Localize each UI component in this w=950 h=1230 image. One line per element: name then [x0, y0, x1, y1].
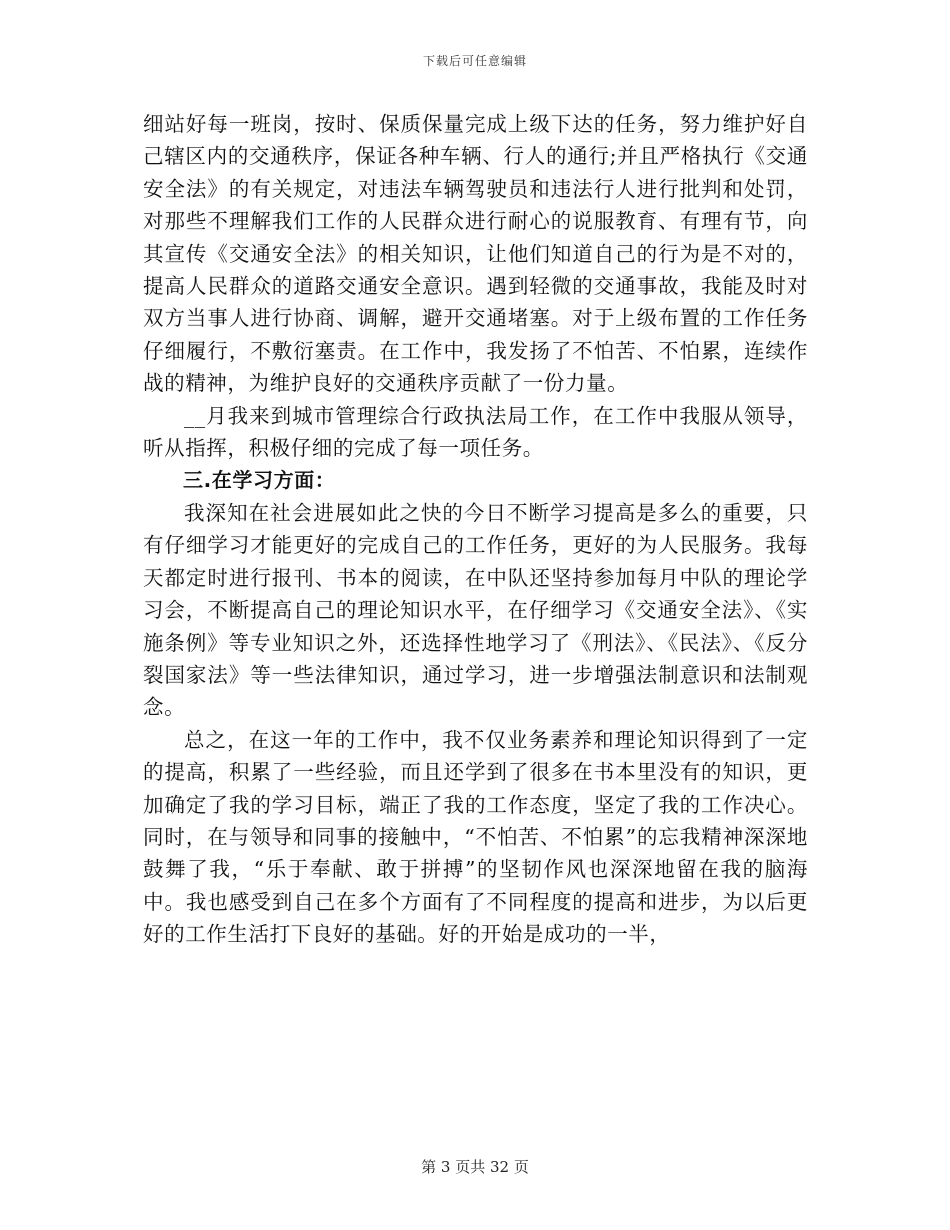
paragraph-summary: 总之，在这一年的工作中，我不仅业务素养和理论知识得到了一定的提高，积累了一些经验，而且还学到了很多在书本里没有的知识，更加确定了我的学习目标，端正了我的工作态度，坚定了我的工作决心。同时，在与领导和同事的接触中，“不怕苦、不怕累”的忘我精神深深地鼓舞了我，“乐于奉献、敢于拼搏”的坚韧作风也深深地留在我的脑海中。我也感受到自己在多个方面有了不同程度的提高和进步，为以后更好的工作生活打下良好的基础。好的开始是成功的一半，: [143, 727, 808, 947]
document-body: [143, 108, 808, 951]
paragraph-traffic-duty: 细站好每一班岗，按时、保质保量完成上级下达的任务，努力维护好自己辖区内的交通秩序，保证各种车辆、行人的通行;并且严格执行《交通安全法》的有关规定，对违法车辆驾驶员和违法行人进行批判和处罚，对那些不理解我们工作的人民群众进行耐心的说服教育、有理有节，向其宣传《交通安全法》的相关知识，让他们知道自己的行为是不对的，提高人民群众的道路交通安全意识。遇到轻微的交通事故，我能及时对双方当事人进行协商、调解，避开交通堵塞。对于上级布置的工作任务仔细履行，不敷衍塞责。在工作中，我发扬了不怕苦、不怕累，连续作战的精神，为维护良好的交通秩序贡献了一份力量。: [143, 112, 808, 396]
page-header: 下载后可任意编辑: [422, 54, 527, 68]
paragraph-study: 我深知在社会进展如此之快的今日不断学习提高是多么的重要，只有仔细学习才能更好的完成自己的工作任务，更好的为人民服务。我每天都定时进行报刊、书本的阅读，在中队还坚持参加每月中队的理论学习会，不断提高自己的理论知识水平，在仔细学习《交通安全法》、《实施条例》等专业知识之外，还选择性地学习了《刑法》、《民法》、《反分裂国家法》等一些法律知识，通过学习，进一步增强法制意识和法制观念。: [143, 500, 808, 720]
page-number: 第 3 页共 32 页: [421, 1158, 529, 1176]
paragraph-city-management: __月我来到城市管理综合行政执法局工作，在工作中我服从领导，听从指挥，积极仔细的完成了每一项任务。: [143, 403, 808, 461]
section-heading-study: 三.在学习方面：: [183, 468, 336, 493]
